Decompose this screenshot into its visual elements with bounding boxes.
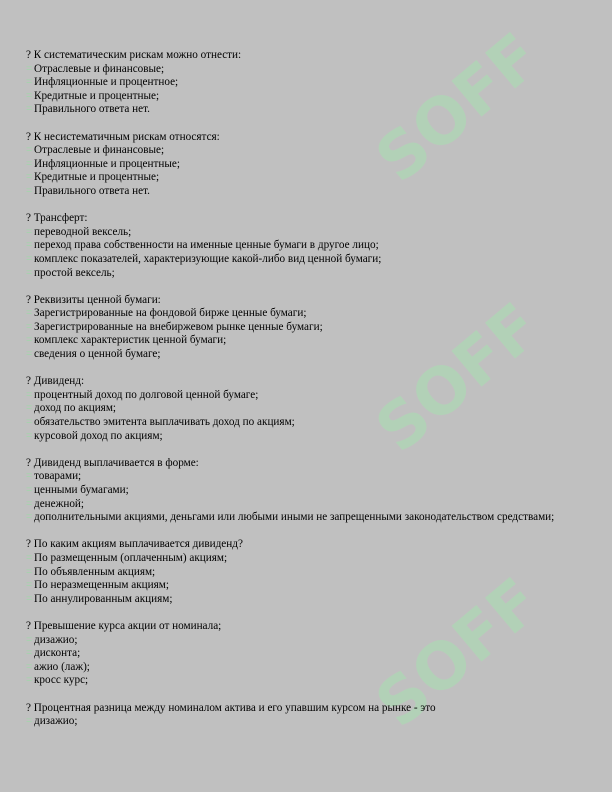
question-text: ? Трансферт: — [26, 212, 88, 225]
answer-option[interactable]: = По объявленным акциям; — [26, 565, 156, 578]
question-block — [26, 294, 596, 362]
answer-option[interactable]: = переводной вексель; — [26, 225, 132, 238]
answer-option[interactable]: = сведения о ценной бумаге; — [26, 348, 161, 361]
answer-option[interactable]: = дизажио; — [26, 633, 78, 646]
question-text: ? К систематическим рискам можно отнести: — [26, 49, 242, 61]
answer-option[interactable]: = Зарегистрированные на фондовой бирже ценные бумаги; — [26, 307, 307, 320]
question-block — [26, 538, 596, 606]
question-block — [26, 375, 596, 443]
answer-option[interactable]: = товарами; — [26, 470, 82, 483]
answer-option[interactable]: = кросс курс; — [26, 674, 89, 687]
answer-option[interactable]: = ажио (лаж); — [26, 660, 90, 673]
answer-option[interactable]: = Отраслевые и финансовые; — [26, 144, 165, 157]
answer-option[interactable]: = комплекс характеристик ценной бумаги; — [26, 334, 227, 347]
answer-option[interactable]: = Кредитные и процентные; — [26, 89, 160, 102]
question-block — [26, 702, 596, 729]
answer-option[interactable]: = Правильного ответа нет. — [26, 184, 150, 197]
answer-option[interactable]: = По аннулированным акциям; — [26, 592, 173, 605]
answer-option[interactable]: = простой вексель; — [26, 266, 115, 279]
answer-option[interactable]: = доход по акциям; — [26, 402, 117, 415]
answer-option[interactable]: = Инфляционные и процентные; — [26, 157, 180, 170]
answer-option[interactable]: = Инфляционные и процентное; — [26, 76, 179, 89]
answer-option[interactable]: = дисконта; — [26, 647, 81, 660]
answer-option[interactable]: = курсовой доход по акциям; — [26, 429, 163, 442]
svg-text:SOFF: SOFF — [362, 19, 555, 198]
answer-option[interactable]: = процентный доход по долговой ценной бумаге; — [26, 388, 259, 401]
question-text: ? Дивиденд: — [26, 375, 85, 388]
svg-text:SOFF: SOFF — [362, 289, 555, 468]
answer-option[interactable]: = Отраслевые и финансовые; — [26, 62, 165, 75]
question-text: ? Дивиденд выплачивается в форме: — [26, 456, 199, 469]
question-text: ? Реквизиты ценной бумаги: — [26, 293, 161, 306]
question-list — [26, 49, 596, 742]
answer-option[interactable]: = По неразмещенным акциям; — [26, 579, 169, 592]
answer-option[interactable]: = дополнительными акциями, деньгами или любыми иными не запрещенными законодательством средствами; — [26, 511, 555, 524]
svg-text:SOFF: SOFF — [362, 564, 555, 743]
question-block — [26, 457, 596, 525]
answer-option[interactable]: = денежной; — [26, 497, 85, 510]
question-text: ? По каким акциям выплачивается дивиденд? — [26, 538, 243, 551]
answer-option[interactable]: = Зарегистрированные на внебиржевом рынке ценные бумаги; — [26, 320, 323, 333]
answer-option[interactable]: = По размещенным (оплаченным) акциям; — [26, 551, 228, 564]
question-block — [26, 212, 596, 280]
answer-option[interactable]: = переход права собственности на именные ценные бумаги в другое лицо; — [26, 239, 379, 252]
question-text: ? Превышение курса акции от номинала; — [26, 619, 222, 632]
answer-option[interactable]: = Правильного ответа нет. — [26, 103, 150, 116]
answer-option[interactable]: = обязательство эмитента выплачивать доход по акциям; — [26, 416, 295, 429]
question-text: ? К несистематичным рискам относятся: — [26, 130, 220, 143]
answer-option[interactable]: = Кредитные и процентные; — [26, 171, 160, 184]
answer-option[interactable]: = дизажио; — [26, 715, 78, 728]
question-text: ? Процентная разница между номиналом актива и его упавшим курсом на рынке - это — [26, 701, 436, 714]
question-block — [26, 131, 596, 199]
answer-option[interactable]: = комплекс показателей, характеризующие какой-либо вид ценной бумаги; — [26, 252, 382, 265]
answer-option[interactable]: = ценными бумагами; — [26, 484, 129, 496]
question-block — [26, 620, 596, 688]
question-block — [26, 49, 596, 117]
